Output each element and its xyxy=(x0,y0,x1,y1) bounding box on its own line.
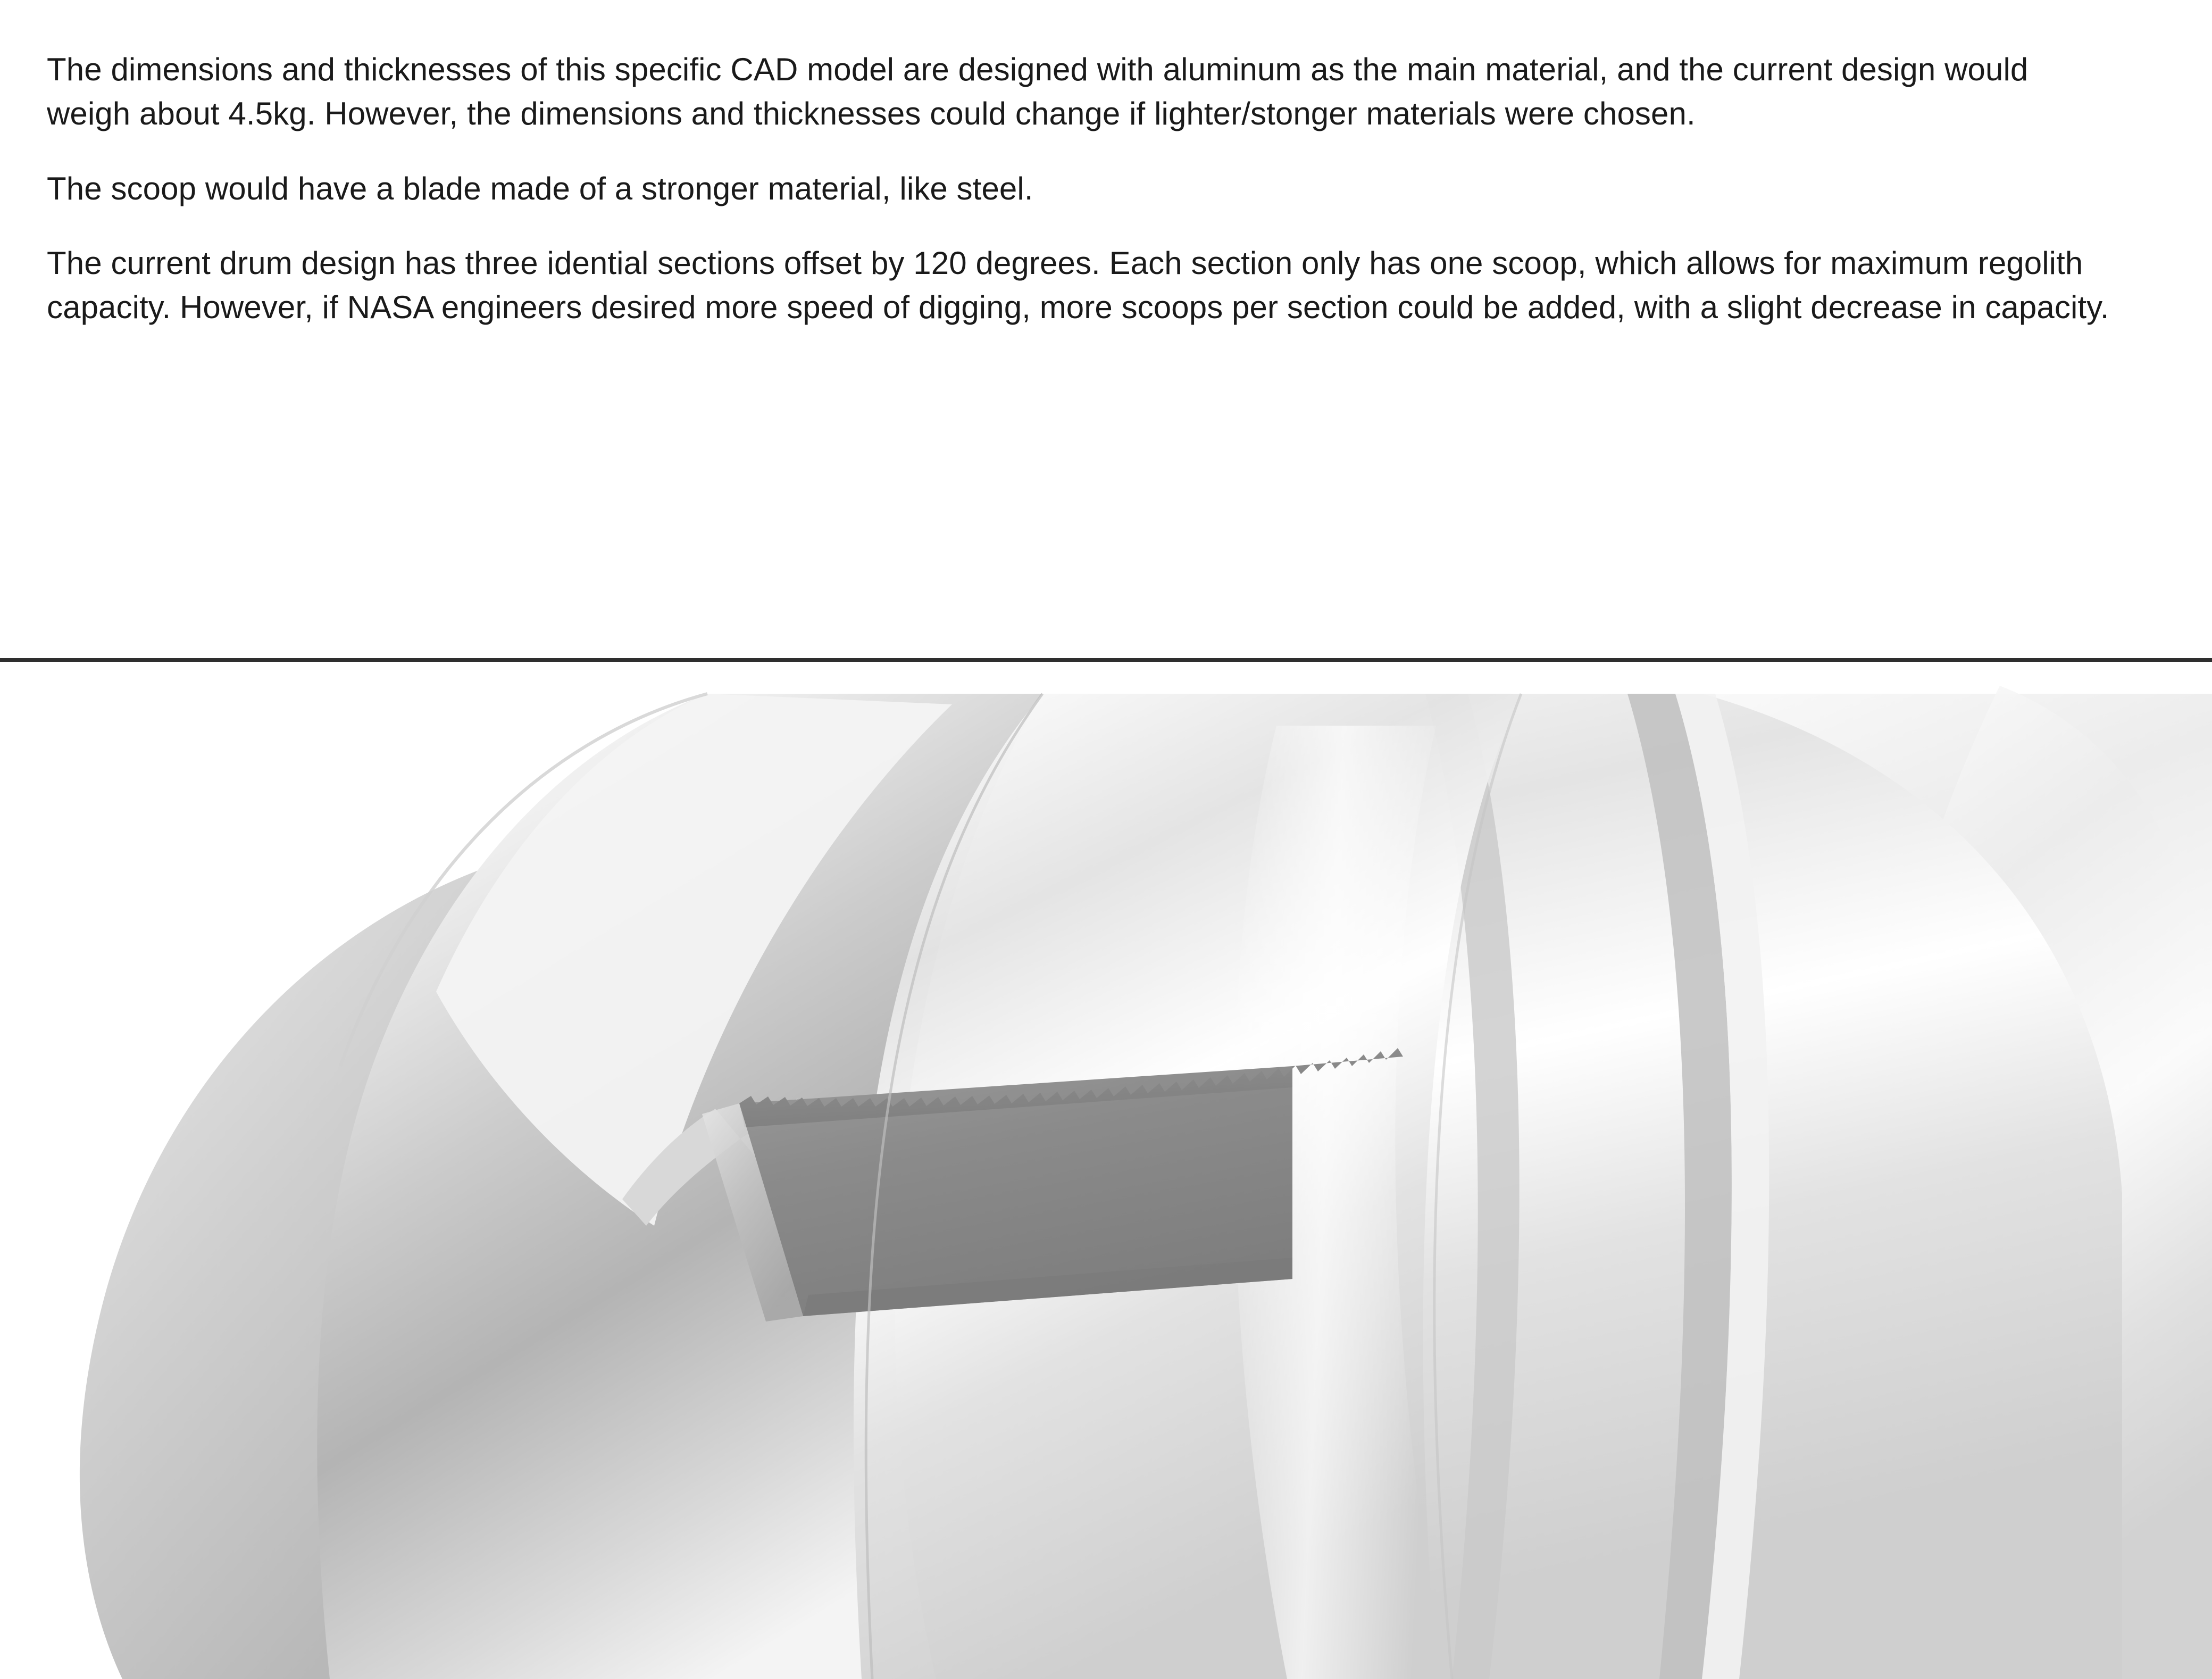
paragraph-1: The dimensions and thicknesses of this specific CAD model are designed with aluminum as the main material, and the current design would weigh about 4.5kg. However, the dimensions and thicknesses could change if lighter/stonger materials were chosen. xyxy=(47,52,2029,131)
drum-render-svg xyxy=(0,662,2212,1679)
horizontal-rule xyxy=(0,658,2212,662)
paragraph-2: The scoop would have a blade made of a stronger material, like steel. xyxy=(47,170,1033,206)
body-text xyxy=(47,48,2116,330)
cad-drum-figure xyxy=(0,662,2212,1679)
paragraph-3: The current drum design has three idential sections offset by 120 degrees. Each section only has one scoop, which allows for maximum regolith capacity. However, if NASA engineers desired more speed of digging, more scoops per section could be added, with a slight decrease in capacity. xyxy=(47,245,2109,326)
